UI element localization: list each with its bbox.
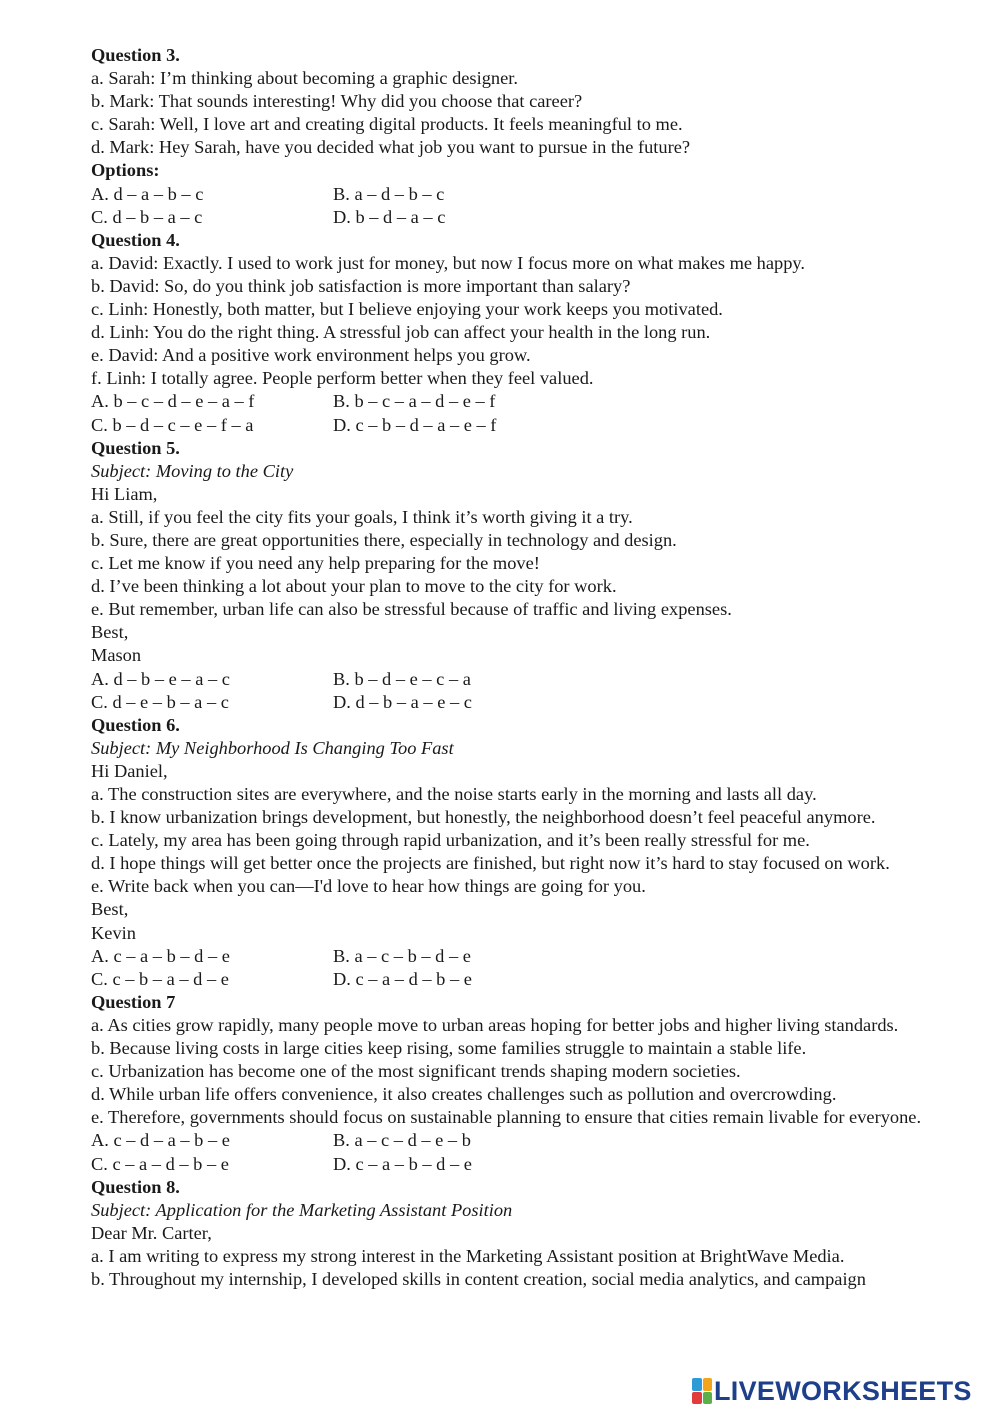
- options-label: Options:: [91, 160, 160, 181]
- question-title: Question 7: [91, 991, 176, 1012]
- option-b[interactable]: B. a – c – b – d – e: [333, 945, 471, 966]
- option-c[interactable]: C. c – b – a – d – e: [91, 968, 229, 989]
- sentence-a: a. As cities grow rapidly, many people move to urban areas hoping for better jobs and higher living standards.: [91, 1014, 899, 1035]
- question-5: [91, 437, 961, 714]
- options-row: [91, 390, 961, 413]
- option-c[interactable]: C. d – b – a – c: [91, 206, 203, 227]
- option-c[interactable]: C. d – e – b – a – c: [91, 691, 229, 712]
- sentence-b: b. Because living costs in large cities keep rising, some families struggle to maintain a stable life.: [91, 1038, 807, 1059]
- dialogue-line-f: f. Linh: I totally agree. People perform better when they feel valued.: [91, 368, 594, 389]
- options-row: [91, 414, 961, 437]
- liveworksheets-logo: [692, 1376, 972, 1406]
- option-c[interactable]: C. b – d – c – e – f – a: [91, 414, 254, 435]
- email-subject: Subject: Application for the Marketing Assistant Position: [91, 1199, 513, 1220]
- question-3: [91, 44, 961, 229]
- question-title: Question 6.: [91, 714, 180, 735]
- question-4: [91, 229, 961, 437]
- sentence-b: b. I know urbanization brings development, but honestly, the neighborhood doesn’t feel peaceful anymore.: [91, 807, 876, 828]
- sentence-a: a. Still, if you feel the city fits your goals, I think it’s worth giving it a try.: [91, 506, 633, 527]
- dialogue-line-a: a. David: Exactly. I used to work just for money, but now I focus more on what makes me happy.: [91, 252, 806, 273]
- options-row: [91, 183, 961, 206]
- option-a[interactable]: A. c – a – b – d – e: [91, 945, 230, 966]
- sentence-e: e. Write back when you can—I'd love to hear how things are going for you.: [91, 876, 646, 897]
- option-b[interactable]: B. b – d – e – c – a: [333, 668, 471, 689]
- sentence-a: a. The construction sites are everywhere, and the noise starts early in the morning and lasts all day.: [91, 784, 817, 804]
- dialogue-line-b: b. David: So, do you think job satisfaction is more important than salary?: [91, 275, 631, 296]
- option-a[interactable]: A. b – c – d – e – a – f: [91, 391, 255, 412]
- option-a[interactable]: A. d – b – e – a – c: [91, 668, 230, 689]
- email-greeting: Hi Daniel,: [91, 760, 168, 781]
- question-title: Question 4.: [91, 229, 180, 250]
- option-c[interactable]: C. c – a – d – b – e: [91, 1153, 229, 1174]
- sentence-d: d. I hope things will get better once the projects are finished, but right now it’s hard to stay focused on work.: [91, 853, 890, 874]
- worksheet-page: [91, 44, 961, 1291]
- sentence-b: b. Throughout my internship, I developed skills in content creation, social media analytics, and campaign: [91, 1268, 866, 1289]
- dialogue-line-a: a. Sarah: I’m thinking about becoming a graphic designer.: [91, 68, 518, 89]
- sentence-c: c. Urbanization has become one of the most significant trends shaping modern societies.: [91, 1061, 741, 1082]
- question-8: [91, 1176, 961, 1291]
- option-a[interactable]: A. c – d – a – b – e: [91, 1130, 230, 1151]
- option-b[interactable]: B. a – d – b – c: [333, 183, 445, 204]
- email-greeting: Dear Mr. Carter,: [91, 1222, 212, 1243]
- dialogue-line-c: c. Sarah: Well, I love art and creating digital products. It feels meaningful to me.: [91, 114, 683, 135]
- dialogue-line-c: c. Linh: Honestly, both matter, but I believe enjoying your work keeps you motivated.: [91, 299, 723, 320]
- question-6: [91, 714, 961, 991]
- options-row: [91, 668, 961, 691]
- email-closing: Best,: [91, 622, 129, 643]
- email-signature: Mason: [91, 645, 142, 666]
- email-signature: Kevin: [91, 922, 136, 943]
- options-row: [91, 945, 961, 968]
- options-row: [91, 206, 961, 229]
- sentence-e: e. But remember, urban life can also be stressful because of traffic and living expenses.: [91, 599, 732, 620]
- option-d[interactable]: D. c – a – b – d – e: [333, 1153, 472, 1174]
- sentence-a: a. I am writing to express my strong interest in the Marketing Assistant position at BrightWave Media.: [91, 1245, 845, 1266]
- logo-text: LIVEWORKSHEETS: [714, 1375, 972, 1406]
- sentence-d: d. While urban life offers convenience, it also creates challenges such as pollution and overcrowding.: [91, 1084, 837, 1105]
- liveworksheets-badge-icon: [692, 1378, 712, 1404]
- dialogue-line-e: e. David: And a positive work environment helps you grow.: [91, 345, 531, 366]
- sentence-e: e. Therefore, governments should focus on sustainable planning to ensure that cities remain livable for everyone.: [91, 1107, 922, 1128]
- dialogue-line-d: d. Mark: Hey Sarah, have you decided what job you want to pursue in the future?: [91, 137, 691, 158]
- option-d[interactable]: D. d – b – a – e – c: [333, 691, 472, 712]
- dialogue-line-d: d. Linh: You do the right thing. A stressful job can affect your health in the long run.: [91, 322, 711, 343]
- option-d[interactable]: D. b – d – a – c: [333, 206, 446, 227]
- question-title: Question 5.: [91, 437, 180, 458]
- sentence-b: b. Sure, there are great opportunities there, especially in technology and design.: [91, 529, 677, 550]
- email-greeting: Hi Liam,: [91, 483, 158, 504]
- option-d[interactable]: D. c – a – d – b – e: [333, 968, 472, 989]
- email-subject: Subject: My Neighborhood Is Changing Too Fast: [91, 737, 454, 758]
- sentence-c: c. Let me know if you need any help preparing for the move!: [91, 553, 540, 574]
- question-7: [91, 991, 961, 1176]
- option-b[interactable]: B. a – c – d – e – b: [333, 1130, 471, 1151]
- sentence-c: c. Lately, my area has been going through rapid urbanization, and it’s been really stressful for me.: [91, 830, 810, 851]
- question-title: Question 3.: [91, 45, 180, 65]
- option-a[interactable]: A. d – a – b – c: [91, 183, 204, 204]
- options-row: [91, 1153, 961, 1176]
- email-subject: Subject: Moving to the City: [91, 460, 294, 481]
- question-title: Question 8.: [91, 1176, 180, 1197]
- dialogue-line-b: b. Mark: That sounds interesting! Why did you choose that career?: [91, 91, 583, 112]
- options-row: [91, 968, 961, 991]
- sentence-d: d. I’ve been thinking a lot about your plan to move to the city for work.: [91, 576, 617, 597]
- option-b[interactable]: B. b – c – a – d – e – f: [333, 391, 496, 412]
- email-closing: Best,: [91, 899, 129, 920]
- options-row: [91, 1129, 961, 1152]
- option-d[interactable]: D. c – b – d – a – e – f: [333, 414, 497, 435]
- options-row: [91, 691, 961, 714]
